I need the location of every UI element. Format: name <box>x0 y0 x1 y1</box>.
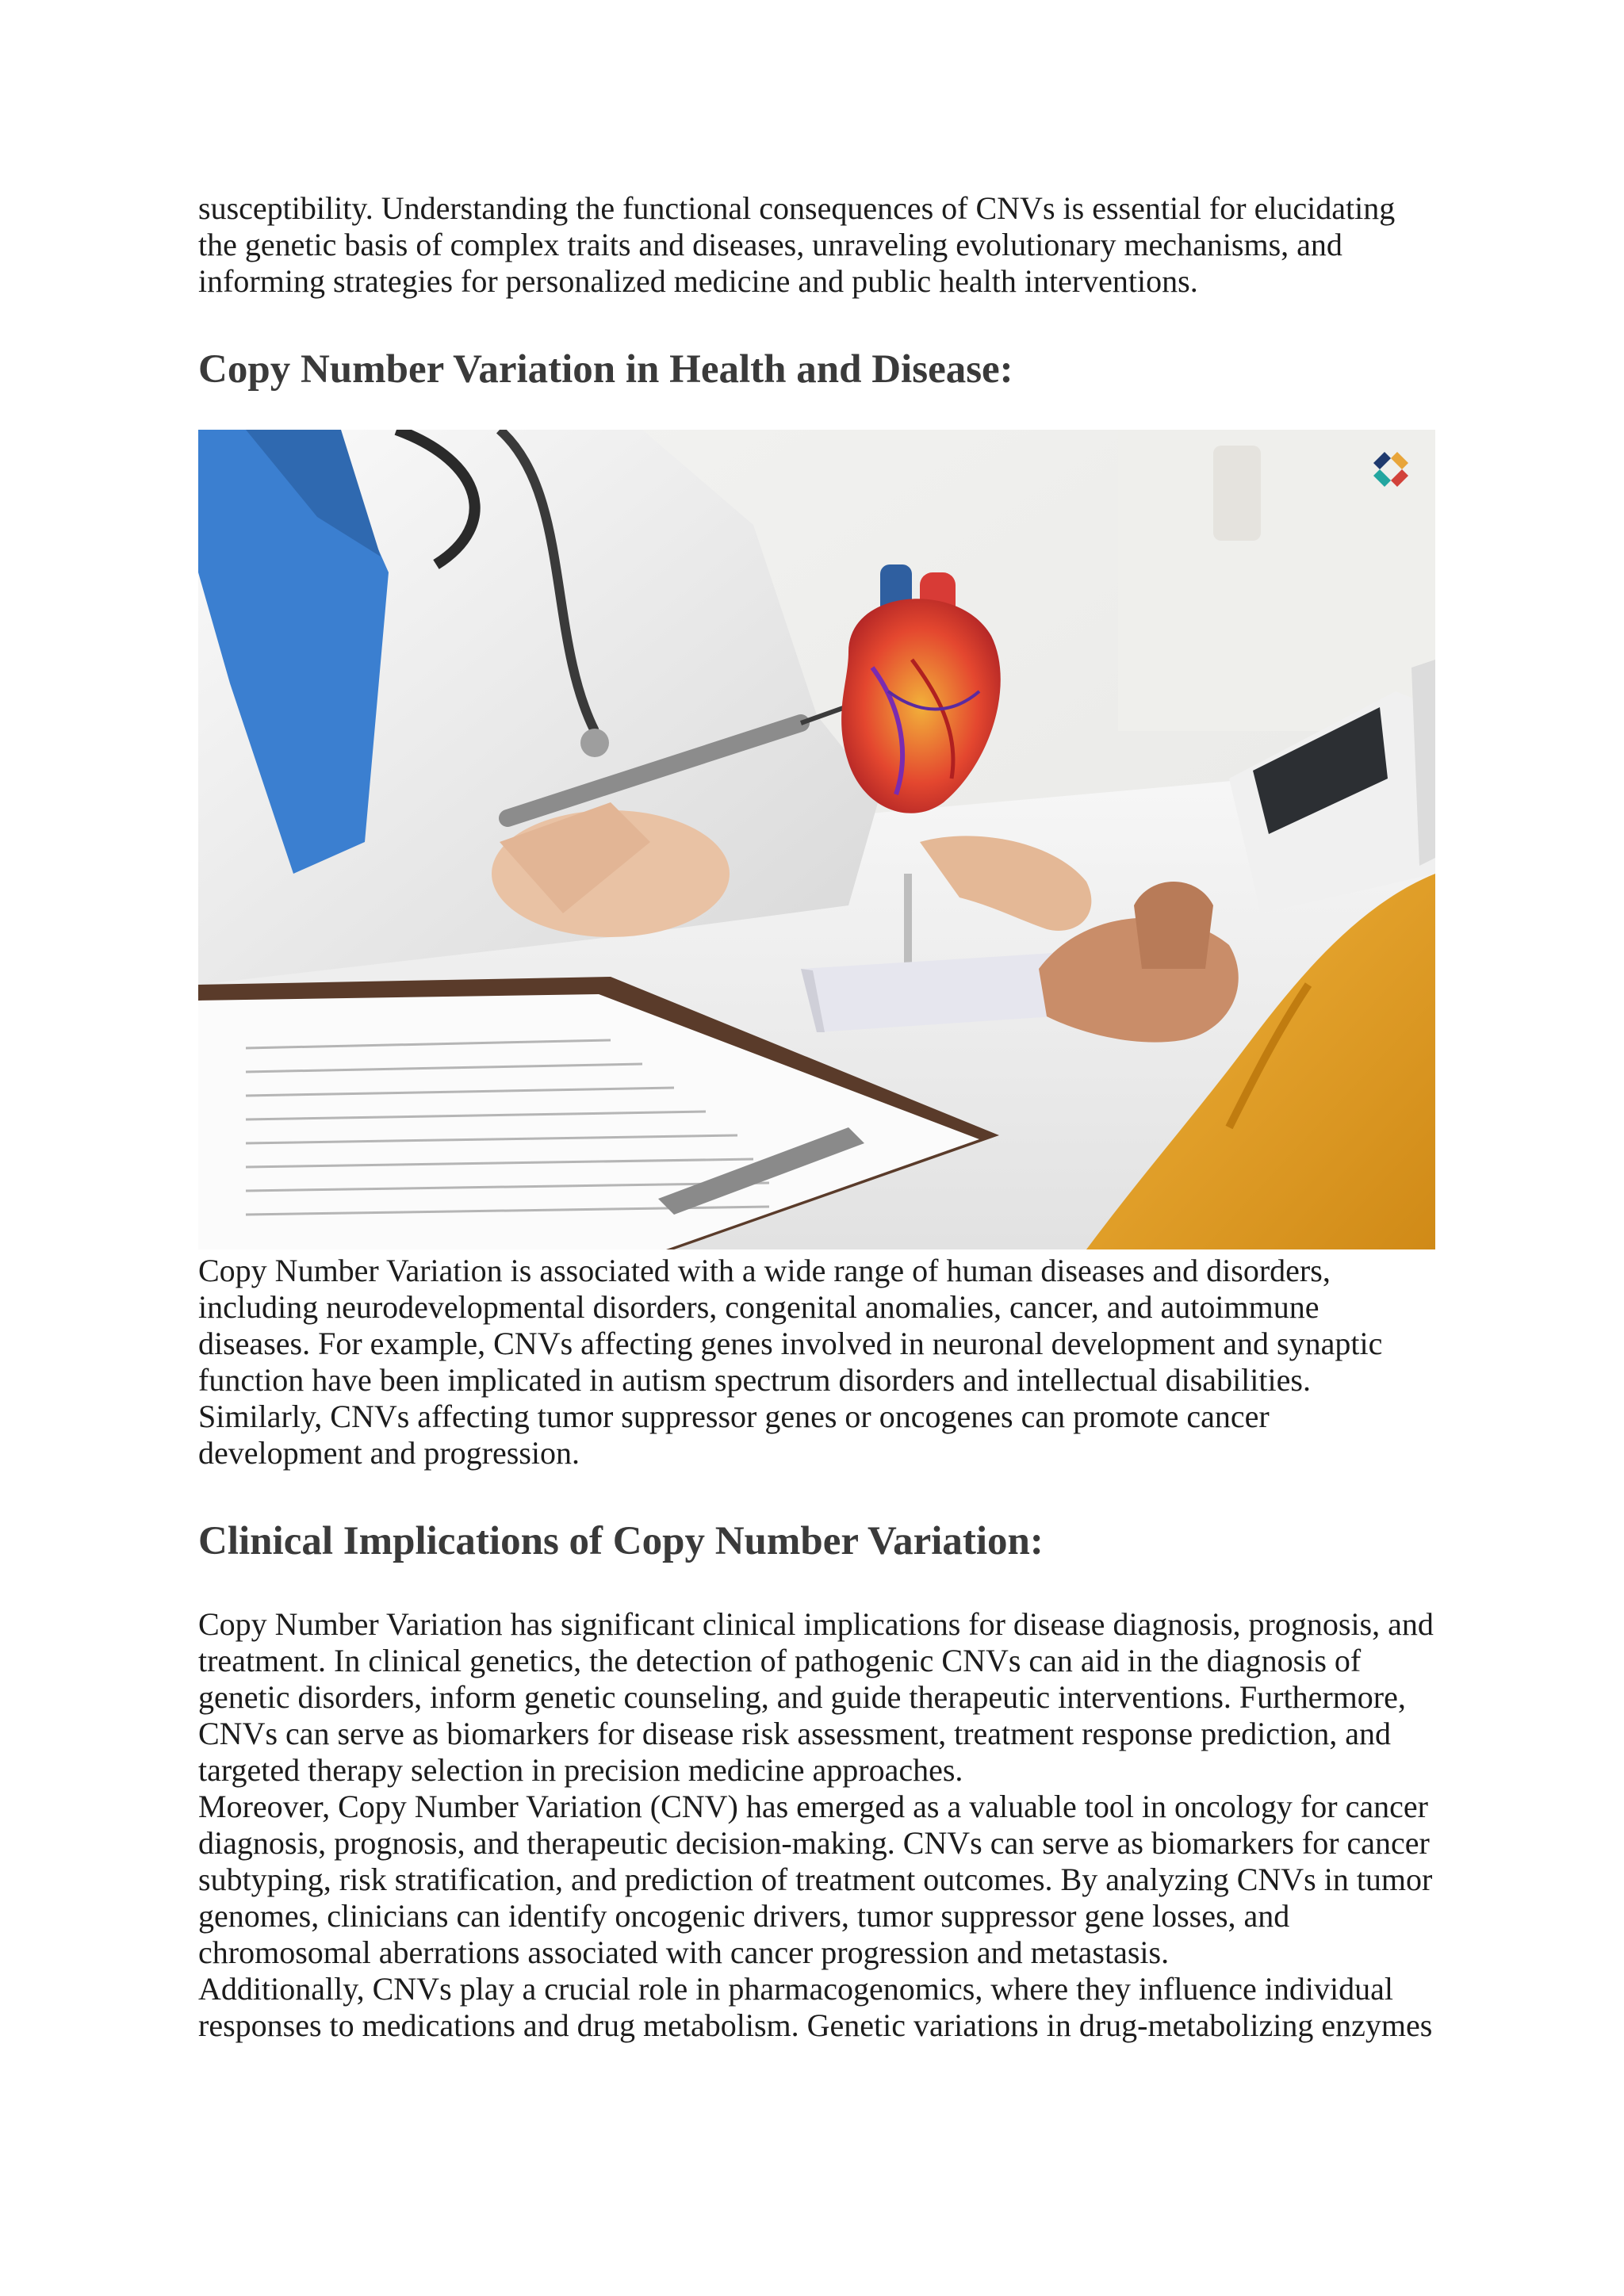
section-heading-health: Copy Number Variation in Health and Disease: <box>198 347 1013 392</box>
section-heading-clinical: Clinical Implications of Copy Number Variation: <box>198 1519 1044 1563</box>
document-page <box>198 190 1435 2044</box>
clinical-paragraph-1: Copy Number Variation has significant clinical implications for disease diagnosis, prognosis, and treatment. In clinical genetics, the detection of pathogenic CNVs can aid in the diagnosis of genetic disorders, inform genetic counseling, and guide therapeutic interventions. Furthermore, CNVs can serve as biomarkers for disease risk assessment, treatment response prediction, and targeted therapy selection in precision medicine approaches. <box>198 1606 1434 1788</box>
intro-paragraph: susceptibility. Understanding the functional consequences of CNVs is essential for elucidating the genetic basis of complex traits and diseases, unraveling evolutionary mechanisms, and informing strategies for personalized medicine and public health interventions. <box>198 190 1396 299</box>
clinical-paragraph-3: Additionally, CNVs play a crucial role in pharmacogenomics, where they influence individual responses to medications and drug metabolism. Genetic variations in drug-metabolizing enzymes <box>198 1971 1433 2043</box>
health-paragraph: Copy Number Variation is associated with a wide range of human diseases and disorders, including neurodevelopmental disorders, congenital anomalies, cancer, and autoimmune diseases. For example, CNVs affecting genes involved in neuronal development and synaptic function have been implicated in autism spectrum disorders and intellectual disabilities. Similarly, CNVs affecting tumor suppressor genes or oncogenes can promote cancer development and progression. <box>198 1253 1383 1471</box>
brand-logo-icon <box>1369 447 1413 492</box>
clinical-paragraph-2: Moreover, Copy Number Variation (CNV) has emerged as a valuable tool in oncology for cancer diagnosis, prognosis, and therapeutic decision-making. CNVs can serve as biomarkers for cancer subtyping, risk stratification, and prediction of treatment outcomes. By analyzing CNVs in tumor genomes, clinicians can identify oncogenic drivers, tumor suppressor gene losses, and chromosomal aberrations associated with cancer progression and metastasis. <box>198 1789 1433 1970</box>
doctor-consultation-photo <box>198 430 1435 1249</box>
